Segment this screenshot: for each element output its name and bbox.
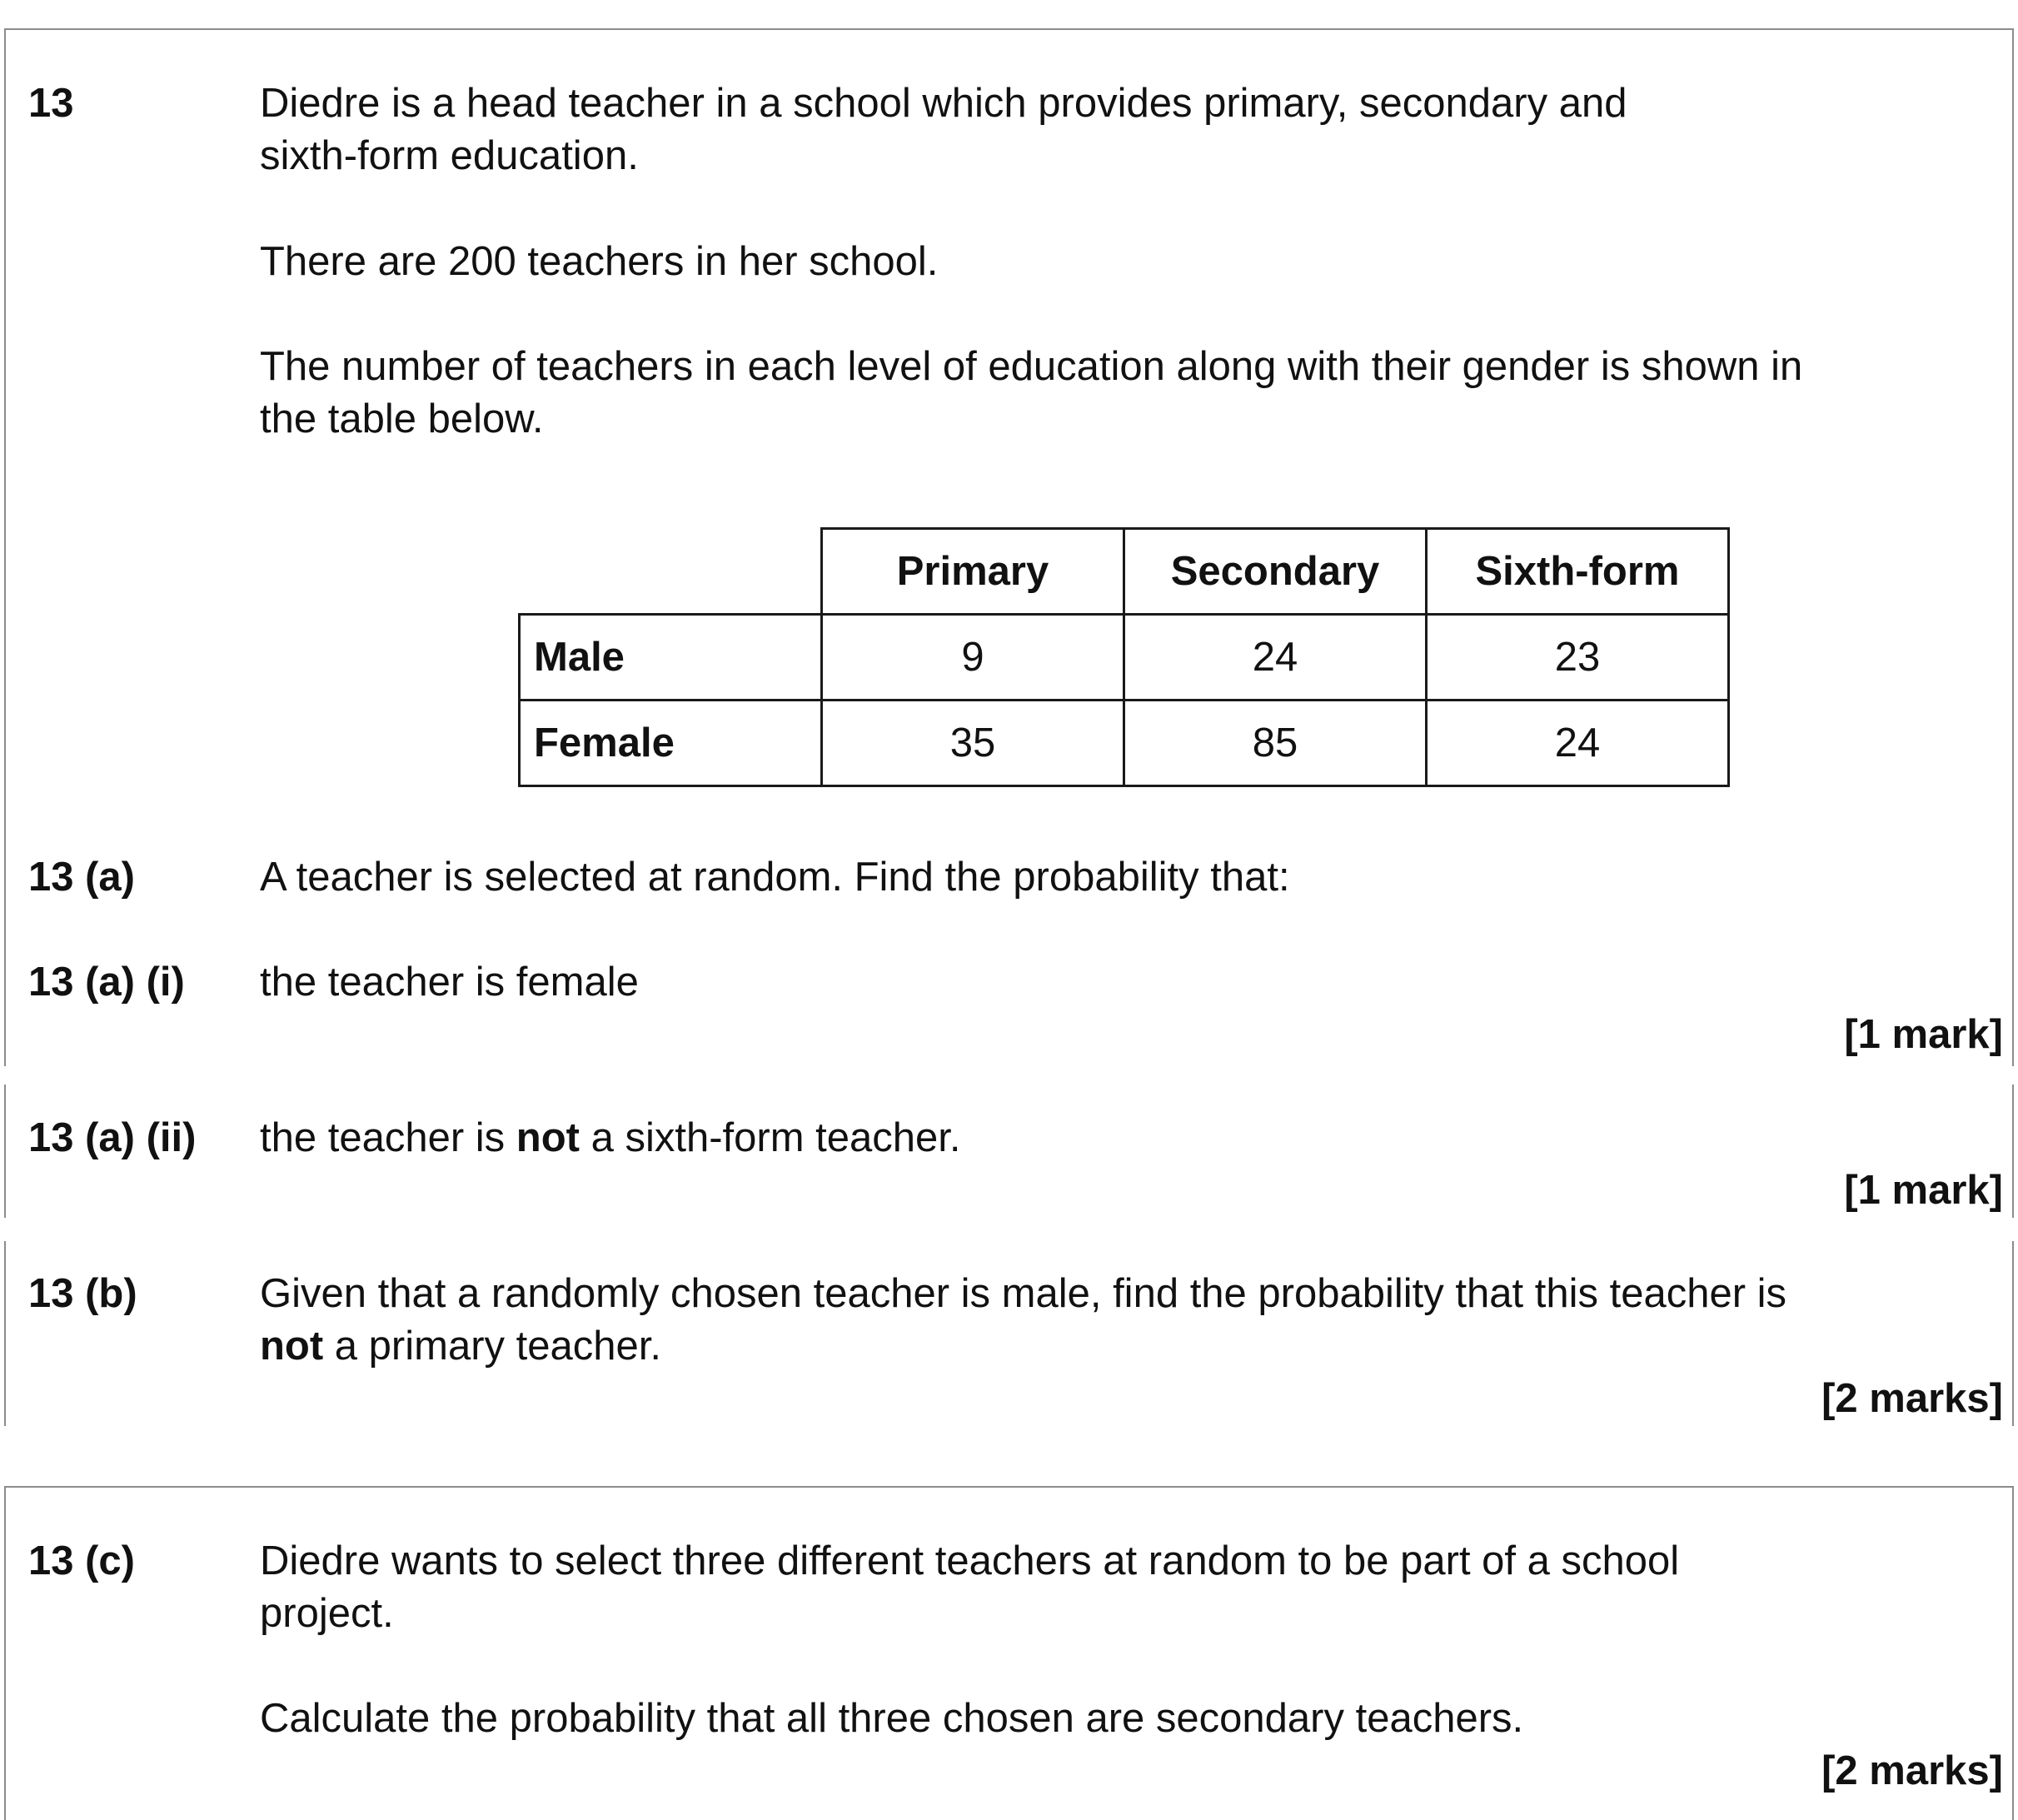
part-b-marks: [2 marks] <box>1821 1376 2003 1421</box>
row-header-female: Female <box>520 701 822 786</box>
cell-male-sixth-form: 23 <box>1427 615 1729 701</box>
part-b-line-2-bold: not <box>260 1324 324 1369</box>
part-a-ii-text-after: a sixth-form teacher. <box>579 1115 961 1160</box>
question-number: 13 <box>28 81 74 126</box>
table-header-row <box>520 529 1729 615</box>
column-header-secondary: Secondary <box>1124 529 1427 615</box>
part-a-label: 13 (a) <box>28 855 136 900</box>
cell-female-primary: 35 <box>822 701 1124 786</box>
part-c-line-1: Diedre wants to select three different teachers at random to be part of a school <box>260 1538 1680 1583</box>
row-header-male: Male <box>520 615 822 701</box>
part-c-line-3: Calculate the probability that all three chosen are secondary teachers. <box>260 1696 1524 1741</box>
part-a-ii-text <box>260 1111 960 1164</box>
table-row-female <box>520 701 1729 786</box>
part-c-label: 13 (c) <box>28 1538 136 1583</box>
section-4-top-border <box>4 1486 2014 1488</box>
column-header-primary: Primary <box>822 529 1124 615</box>
left-border-section-1 <box>4 28 6 1066</box>
left-border-section-3 <box>4 1241 6 1426</box>
teachers-table <box>518 527 1730 787</box>
right-border-section-2 <box>2012 1085 2014 1218</box>
cell-male-secondary: 24 <box>1124 615 1427 701</box>
cell-female-secondary: 85 <box>1124 701 1427 786</box>
right-border-section-4 <box>2012 1486 2014 1820</box>
part-a-text: A teacher is selected at random. Find the probability that: <box>260 855 1290 900</box>
column-header-sixth-form: Sixth-form <box>1427 529 1729 615</box>
part-a-i-marks: [1 mark] <box>1844 1012 2003 1057</box>
table-row-male <box>520 615 1729 701</box>
part-a-ii-text-bold: not <box>516 1115 580 1160</box>
part-b-line-2-rest: a primary teacher. <box>323 1324 661 1369</box>
cell-male-primary: 9 <box>822 615 1124 701</box>
part-b-line-2 <box>260 1319 661 1373</box>
question-intro-line-2: sixth-form education. <box>260 133 639 178</box>
right-border-section-1 <box>2012 28 2014 1066</box>
cell-female-sixth-form: 24 <box>1427 701 1729 786</box>
part-a-i-text: the teacher is female <box>260 960 639 1005</box>
total-teachers-statement: There are 200 teachers in her school. <box>260 239 939 284</box>
left-border-section-2 <box>4 1085 6 1218</box>
part-b-label: 13 (b) <box>28 1271 137 1316</box>
part-c-line-2: project. <box>260 1591 394 1636</box>
part-c-marks: [2 marks] <box>1821 1748 2003 1793</box>
table-intro-line-2: the table below. <box>260 396 544 441</box>
left-border-section-4 <box>4 1486 6 1820</box>
right-border-section-3 <box>2012 1241 2014 1426</box>
table-intro-line-1: The number of teachers in each level of education along with their gender is shown in <box>260 344 1803 389</box>
table-corner-cell <box>520 529 822 615</box>
part-a-i-label: 13 (a) (i) <box>28 960 185 1005</box>
part-a-ii-marks: [1 mark] <box>1844 1168 2003 1213</box>
part-a-ii-label: 13 (a) (ii) <box>28 1115 197 1160</box>
top-border <box>4 28 2014 30</box>
part-a-ii-text-before: the teacher is <box>260 1115 516 1160</box>
question-intro-line-1: Diedre is a head teacher in a school which provides primary, secondary and <box>260 81 1627 126</box>
part-b-line-1: Given that a randomly chosen teacher is male, find the probability that this teacher is <box>260 1271 1787 1316</box>
